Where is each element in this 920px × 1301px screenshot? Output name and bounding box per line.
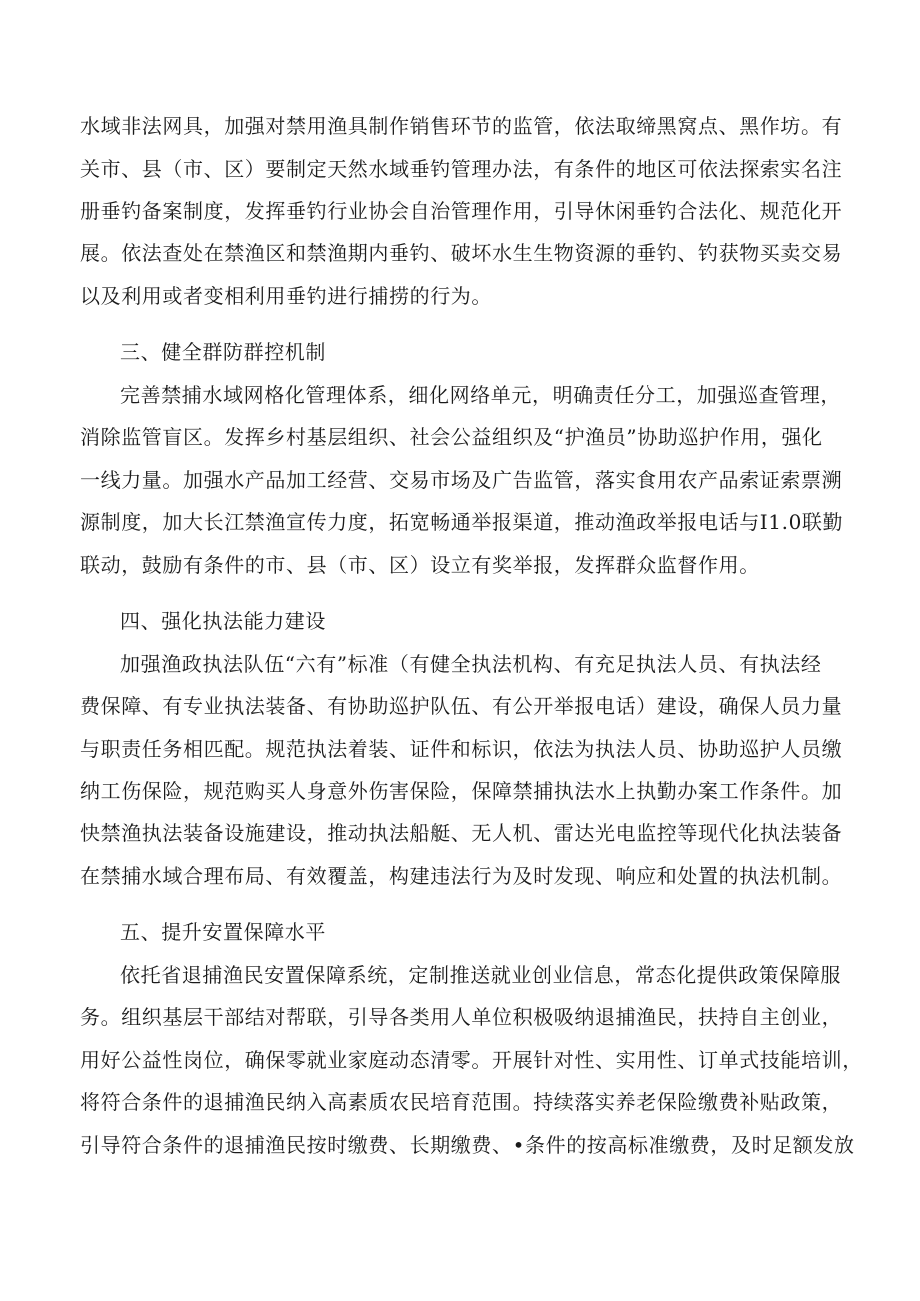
paragraph-line: 引导符合条件的退捕渔民按时缴费、长期缴费、•条件的按高标准缴费，及时足额发放 xyxy=(80,1133,855,1157)
paragraph-line: 快禁渔执法装备设施建设，推动执法船艇、无人机、雷达光电监控等现代化执法装备 xyxy=(80,821,843,845)
paragraph-line: 与职责任务相匹配。规范执法着装、证件和标识，依法为执法人员、协助巡护人员缴 xyxy=(80,737,843,761)
section-heading: 五、提升安置保障水平 xyxy=(120,920,326,944)
paragraph-line: 费保障、有专业执法装备、有协助巡护队伍、有公开举报电话）建设，确保人员力量 xyxy=(80,694,843,718)
paragraph-line: 联动，鼓励有条件的市、县（市、区）设立有奖举报，发挥群众监督作用。 xyxy=(80,553,760,577)
paragraph-line: 关市、县（市、区）要制定天然水域垂钓管理办法，有条件的地区可依法探索实名注 xyxy=(80,157,843,181)
paragraph-line: 水域非法网具，加强对禁用渔具制作销售环节的监管，依法取缔黑窝点、黑作坊。有 xyxy=(80,114,843,138)
paragraph-line: 用好公益性岗位，确保零就业家庭动态清零。开展针对性、实用性、订单式技能培训， xyxy=(80,1048,863,1072)
paragraph-line: 源制度，加大长江禁渔宣传力度，拓宽畅通举报渠道，推动渔政举报电话与I1.0联勤 xyxy=(80,510,844,534)
paragraph-line: 在禁捕水域合理布局、有效覆盖，构建违法行为及时发现、响应和处置的执法机制。 xyxy=(80,864,843,888)
paragraph-line: 展。依法查处在禁渔区和禁渔期内垂钓、破坏水生生物资源的垂钓、钓获物买卖交易 xyxy=(80,241,843,265)
paragraph-line: 完善禁捕水域网格化管理体系，细化网络单元，明确责任分工，加强巡查管理， xyxy=(120,383,841,407)
paragraph-line: 将符合条件的退捕渔民纳入高素质农民培育范围。持续落实养老保险缴费补贴政策， xyxy=(80,1090,843,1114)
paragraph-line: 纳工伤保险，规范购买人身意外伤害保险，保障禁捕执法水上执勤办案工作条件。加 xyxy=(80,779,843,803)
paragraph-line: 一线力量。加强水产品加工经营、交易市场及广告监管，落实食用农产品索证索票溯 xyxy=(80,468,843,492)
paragraph-line: 依托省退捕渔民安置保障系统，定制推送就业创业信息，常态化提供政策保障服 xyxy=(120,963,841,987)
paragraph-line: 加强渔政执法队伍“六有”标准（有健全执法机构、有充足执法人员、有执法经 xyxy=(120,652,822,676)
paragraph-line: 册垂钓备案制度，发挥垂钓行业协会自治管理作用，引导休闲垂钓合法化、规范化开 xyxy=(80,199,843,223)
section-heading: 三、健全群防群控机制 xyxy=(120,340,326,364)
paragraph-line: 务。组织基层干部结对帮联，引导各类用人单位积极吸纳退捕渔民，扶持自主创业， xyxy=(80,1005,843,1029)
paragraph-line: 消除监管盲区。发挥乡村基层组织、社会公益组织及“护渔员”协助巡护作用，强化 xyxy=(80,425,823,449)
section-heading: 四、强化执法能力建设 xyxy=(120,609,326,633)
paragraph-line: 以及利用或者变相利用垂钓进行捕捞的行为。 xyxy=(80,284,492,308)
